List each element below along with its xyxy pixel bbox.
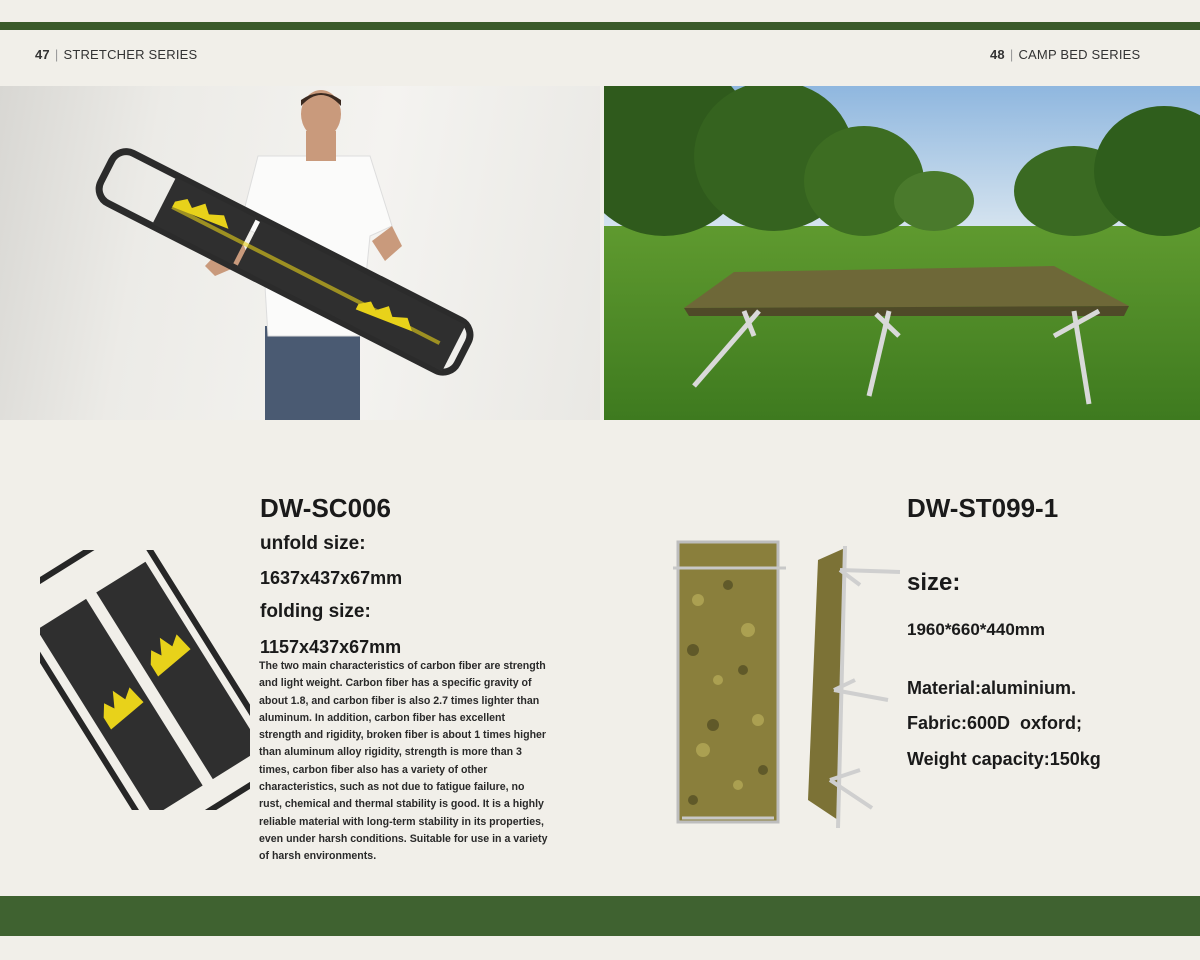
fabric-spec: Fabric:600D oxford; — [907, 713, 1083, 733]
camp-bed-in-park-illustration — [604, 86, 1200, 420]
camp-bed-front-view-illustration — [668, 540, 793, 825]
left-section-title: STRETCHER SERIES — [63, 47, 198, 62]
camp-bed-photo — [604, 86, 1200, 420]
left-page-number: 47 — [35, 47, 50, 62]
material-spec: Material:aluminium. — [907, 678, 1077, 698]
folding-size-value: 1157x437x67mm — [260, 637, 402, 657]
bottom-green-band — [0, 896, 1200, 936]
top-green-stripe — [0, 22, 1200, 30]
unfold-size-value: 1637x437x67mm — [260, 568, 403, 588]
left-page-header: 47 | STRETCHER SERIES — [35, 47, 198, 62]
camp-bed-model-title: DW-ST099-1 — [907, 493, 1059, 523]
right-section-title: CAMP BED SERIES — [1018, 47, 1141, 62]
right-page-number: 48 — [990, 47, 1005, 62]
stretcher-model-title: DW-SC006 — [260, 493, 391, 523]
carbon-fiber-description: The two main characteristics of carbon fiber are strength and light weight. Carbon fiber has a specific gravity of about 1.8, and carbon fiber is also 2.7 times lighter than aluminum. In addition, carbon fiber has excellent strength and rigidity, broken fiber is about 1 times higher than aluminum alloy rigidity, strength is more than 3 times, carbon fiber also has a variety of other characteristics, such as not due to fatigue failure, no rust, chemical and thermal stability is good. It is a highly reliable material with long-term stability in its properties, even under harsh conditions. Suitable for use in a variety of harsh environments. — [259, 660, 548, 863]
folding-size-label: folding size: — [260, 601, 371, 622]
right-page-header: 48 | CAMP BED SERIES — [990, 47, 1141, 62]
camp-bed-side-view-illustration — [800, 540, 905, 832]
size-label: size: — [907, 569, 961, 596]
stretcher-folded-illustration — [40, 550, 250, 810]
weight-capacity-spec: Weight capacity:150kg — [907, 749, 1101, 769]
stretcher-photo — [0, 86, 600, 420]
size-value: 1960*660*440mm — [907, 620, 1046, 639]
unfold-size-label: unfold size: — [260, 533, 366, 554]
man-with-stretcher-illustration — [0, 86, 600, 420]
